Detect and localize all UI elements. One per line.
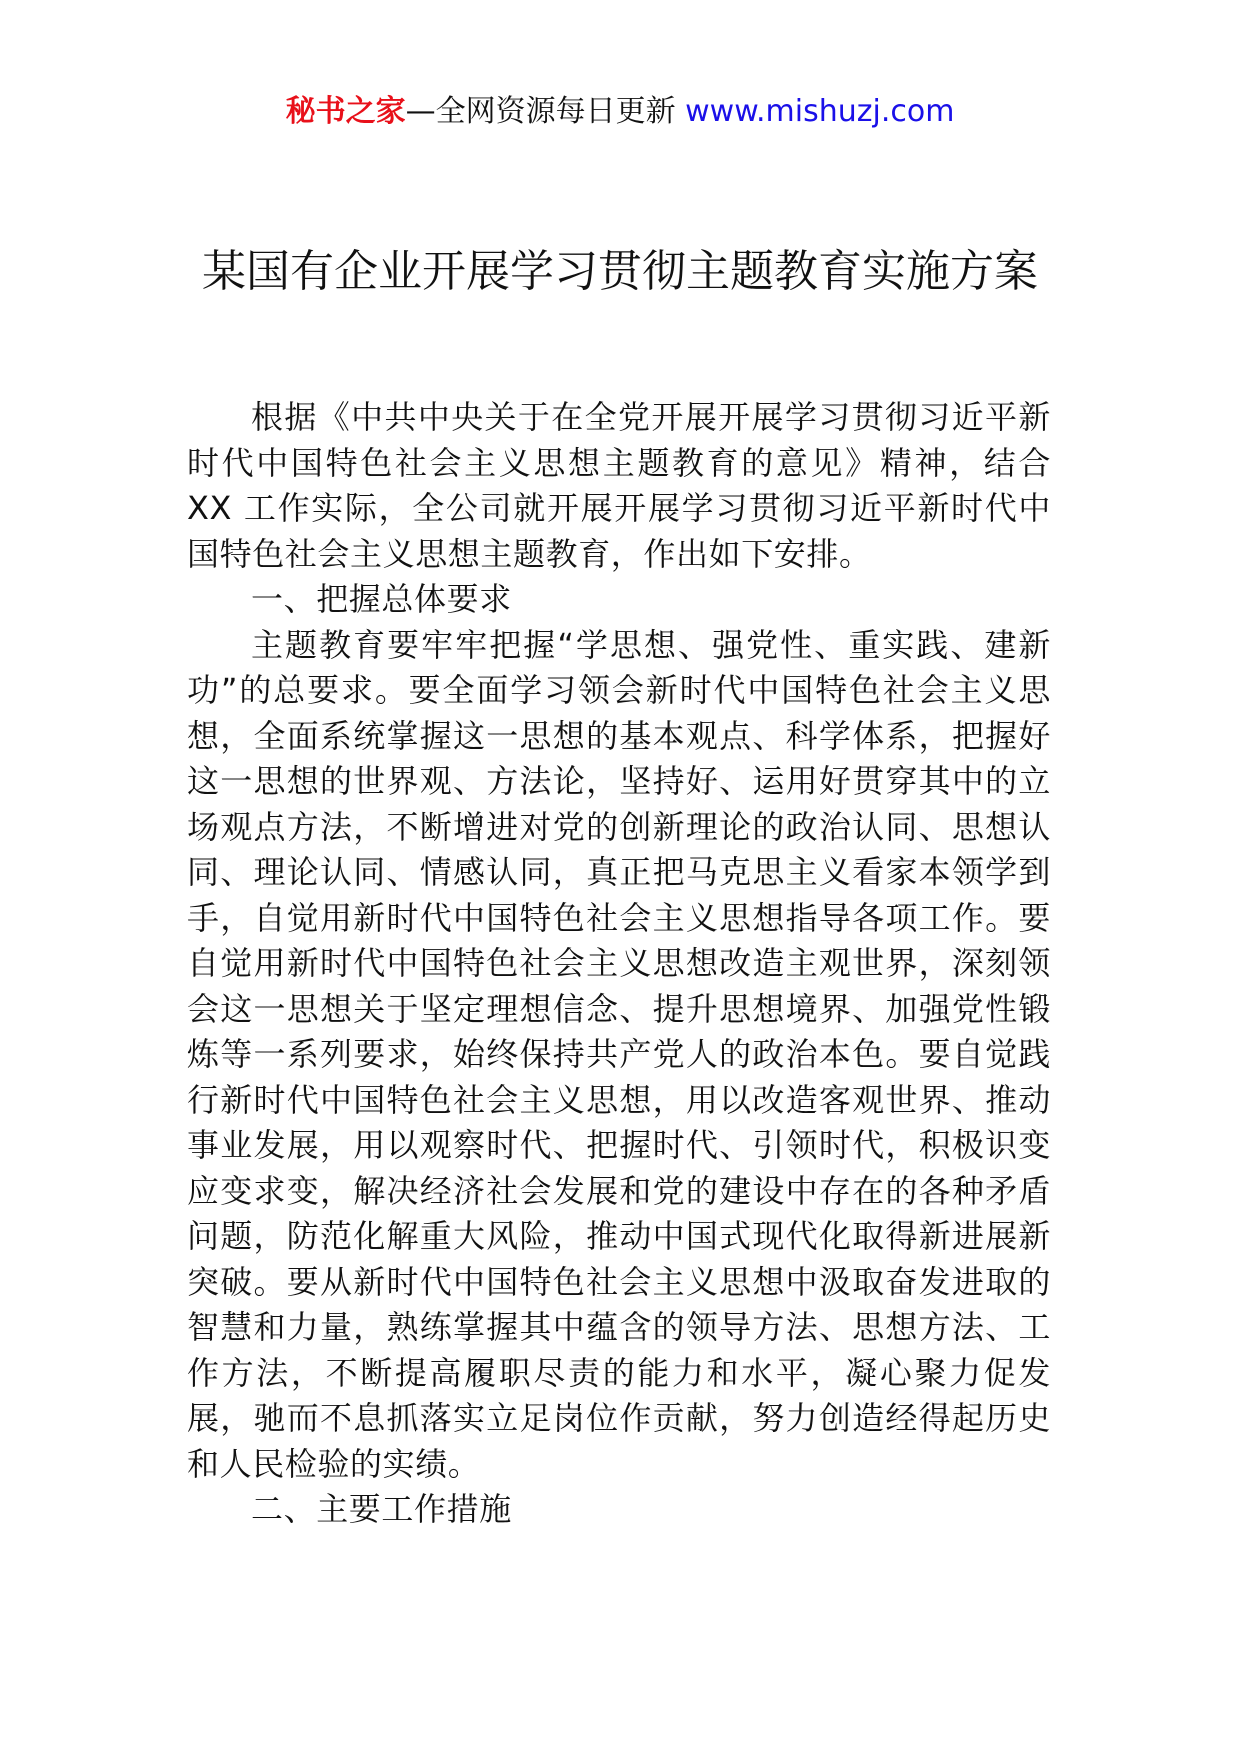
site-header	[0, 92, 1240, 132]
document-title: 某国有企业开展学习贯彻主题教育实施方案	[202, 246, 1038, 297]
section-heading-2: 二、主要工作措施	[251, 1490, 512, 1528]
site-url-link[interactable]: www.mishuzj.com	[685, 94, 955, 129]
header-tagline: —全网资源每日更新	[405, 94, 676, 129]
document-body	[187, 395, 1051, 1533]
section-paragraph-1: 主题教育要牢牢把握“学思想、强党性、重实践、建新功”的总要求。要全面学习领会新时代中国特色社会主义思想，全面系统掌握这一思想的基本观点、科学体系，把握好这一思想的世界观、方法论，坚持好、运用好贯穿其中的立场观点方法，不断增进对党的创新理论的政治认同、思想认同、理论认同、情感认同，真正把马克思主义看家本领学到手，自觉用新时代中国特色社会主义思想指导各项工作。要自觉用新时代中国特色社会主义思想改造主观世界，深刻领会这一思想关于坚定理想信念、提升思想境界、加强党性锻炼等一系列要求，始终保持共产党人的政治本色。要自觉践行新时代中国特色社会主义思想，用以改造客观世界、推动事业发展，用以观察时代、把握时代、引领时代，积极识变应变求变，解决经济社会发展和党的建设中存在的各种矛盾问题，防范化解重大风险，推动中国式现代化取得新进展新突破。要从新时代中国特色社会主义思想中汲取奋发进取的智慧和力量，熟练掌握其中蕴含的领导方法、思想方法、工作方法，不断提高履职尽责的能力和水平，凝心聚力促发展，驰而不息抓落实立足岗位作贡献，努力创造经得起历史和人民检验的实绩。	[187, 625, 1051, 1483]
intro-paragraph: 根据《中共中央关于在全党开展开展学习贯彻习近平新时代中国特色社会主义思想主题教育的意见》精神，结合 XX 工作实际，全公司就开展开展学习贯彻习近平新时代中国特色社会主义思想主题教育，作出如下安排。	[187, 398, 1051, 573]
section-heading-1: 一、把握总体要求	[251, 580, 512, 618]
brand-name: 秘书之家	[285, 94, 406, 129]
